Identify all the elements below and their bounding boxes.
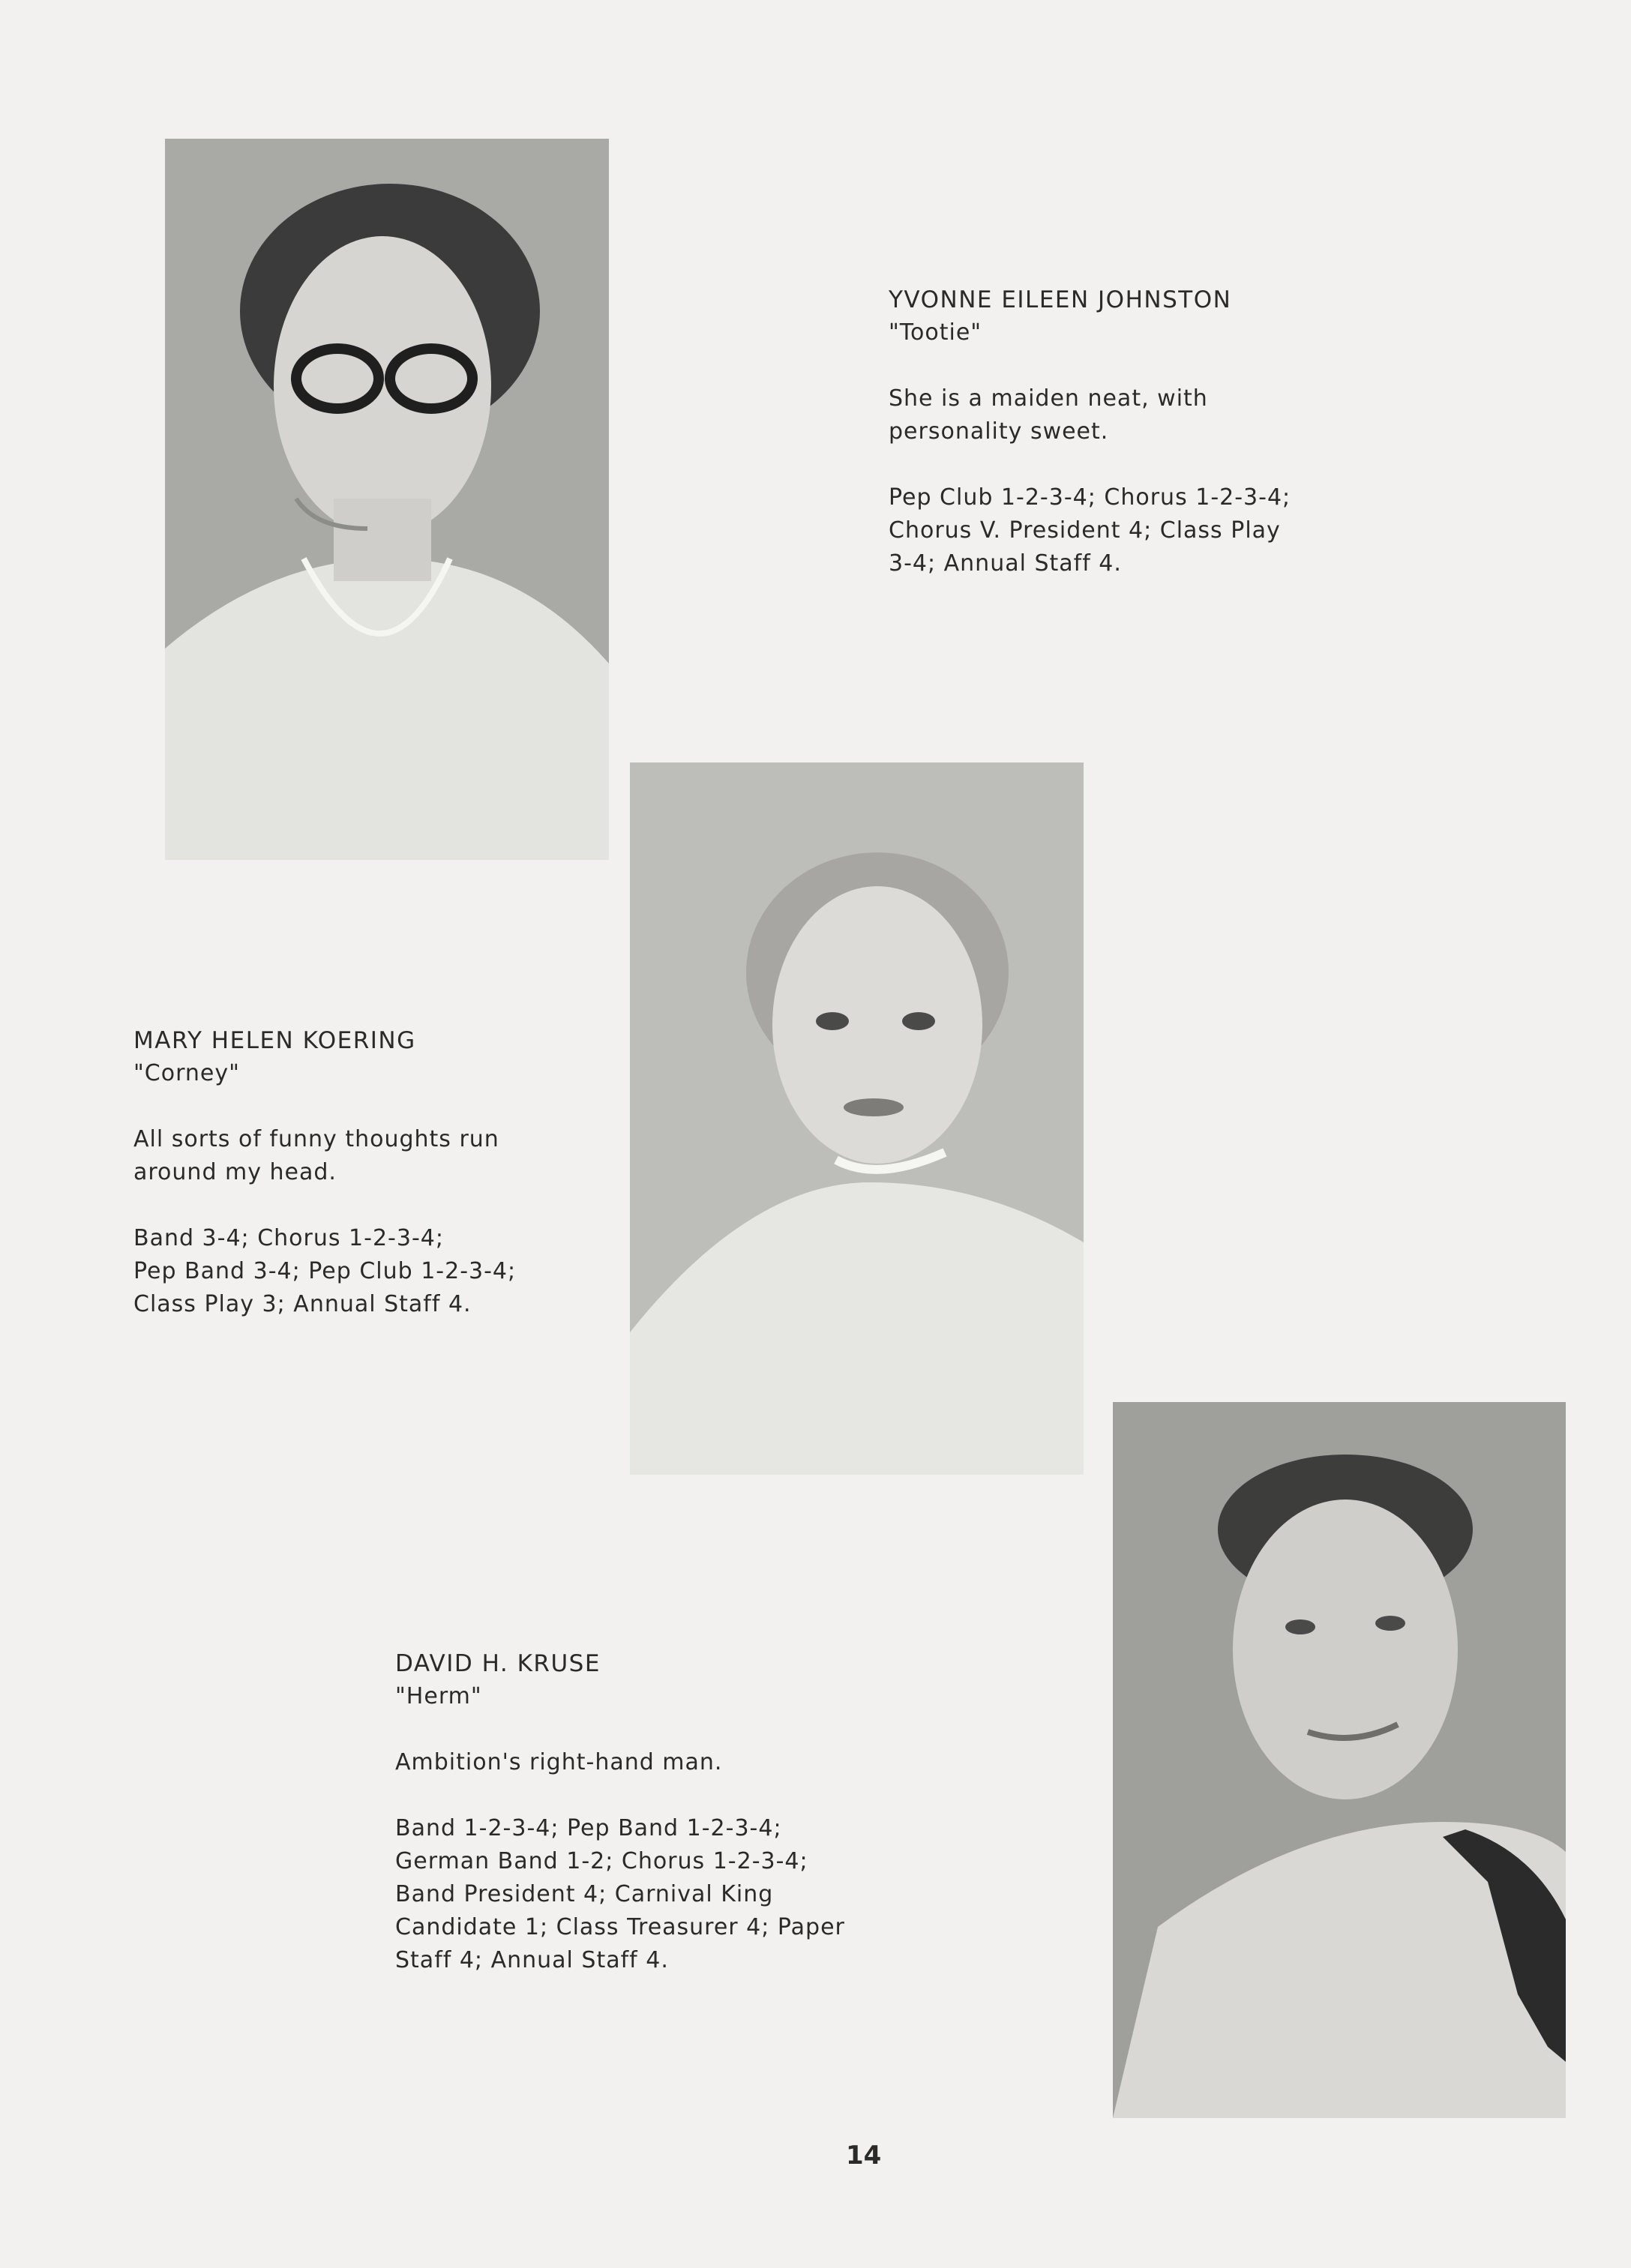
student-activities-line: Staff 4; Annual Staff 4. bbox=[395, 1947, 669, 1973]
student-quote-line: around my head. bbox=[133, 1159, 337, 1185]
student-activities-line: Candidate 1; Class Treasurer 4; Paper bbox=[395, 1914, 845, 1940]
student-name: DAVID H. KRUSE bbox=[395, 1650, 601, 1677]
page-number: 14 bbox=[846, 2141, 882, 2171]
student-activities-line: Band 1-2-3-4; Pep Band 1-2-3-4; bbox=[395, 1815, 782, 1841]
student-activities-line: Class Play 3; Annual Staff 4. bbox=[133, 1291, 472, 1317]
student-activities-line: 3-4; Annual Staff 4. bbox=[889, 550, 1122, 577]
student-activities-line: Chorus V. President 4; Class Play bbox=[889, 517, 1281, 544]
student-quote-line: Ambition's right-hand man. bbox=[395, 1749, 723, 1775]
student-quote-line: personality sweet. bbox=[889, 418, 1109, 445]
student-name: MARY HELEN KOERING bbox=[133, 1027, 416, 1054]
portrait-photo-david-kruse bbox=[1113, 1402, 1566, 2118]
student-bio-mary-koering bbox=[133, 1024, 516, 1321]
student-bio-david-kruse bbox=[395, 1647, 845, 1977]
student-activities-line: Band President 4; Carnival King bbox=[395, 1881, 774, 1907]
student-nickname: "Corney" bbox=[133, 1060, 240, 1086]
student-activities-line: Pep Band 3-4; Pep Club 1-2-3-4; bbox=[133, 1258, 517, 1284]
student-activities-line: German Band 1-2; Chorus 1-2-3-4; bbox=[395, 1848, 808, 1874]
student-nickname: "Herm" bbox=[395, 1683, 482, 1709]
student-bio-yvonne-johnston bbox=[889, 283, 1291, 580]
student-quote-line: She is a maiden neat, with bbox=[889, 385, 1208, 412]
portrait-photo-yvonne-johnston bbox=[165, 139, 609, 860]
portrait-photo-mary-koering bbox=[630, 762, 1084, 1475]
student-nickname: "Tootie" bbox=[889, 319, 982, 346]
student-name: YVONNE EILEEN JOHNSTON bbox=[889, 286, 1232, 313]
student-quote-line: All sorts of funny thoughts run bbox=[133, 1126, 499, 1152]
student-activities-line: Band 3-4; Chorus 1-2-3-4; bbox=[133, 1225, 444, 1251]
student-activities-line: Pep Club 1-2-3-4; Chorus 1-2-3-4; bbox=[889, 484, 1291, 511]
